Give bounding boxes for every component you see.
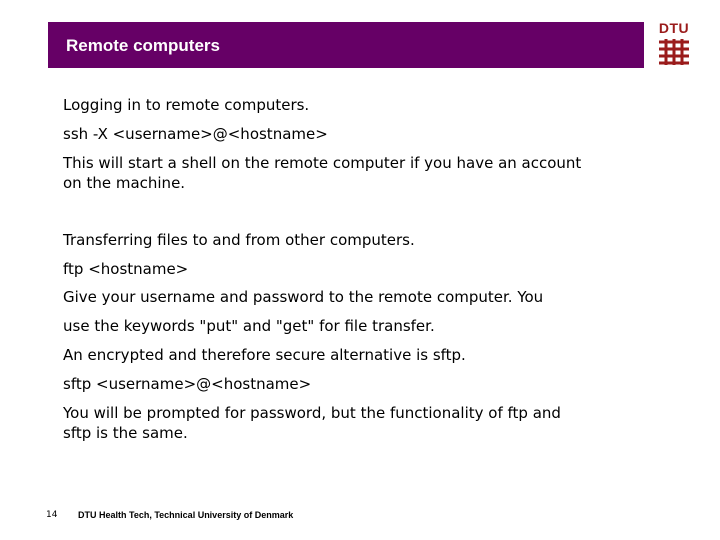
ftp-description-line-1: Give your username and password to the remote computer. You [63, 288, 544, 306]
ftp-command: ftp <hostname> [63, 260, 189, 278]
title-bar [48, 22, 644, 68]
sftp-intro: An encrypted and therefore secure alternative is sftp. [63, 346, 466, 364]
footer-organization: DTU Health Tech, Technical University of Denmark [78, 510, 294, 520]
sftp-description-line-1: You will be prompted for password, but the functionality of ftp and [63, 404, 561, 422]
ssh-description-line-2: on the machine. [63, 174, 186, 192]
ftp-description-line-2: use the keywords "put" and "get" for file transfer. [63, 317, 435, 335]
ssh-command: ssh -X <username>@<hostname> [63, 125, 328, 143]
page-number: 14 [46, 510, 58, 520]
dtu-logo [657, 20, 691, 66]
slide-title: Remote computers [66, 36, 220, 55]
ssh-description-line-1: This will start a shell on the remote computer if you have an account [63, 154, 582, 172]
heading-remote-login: Logging in to remote computers. [63, 96, 310, 114]
heading-file-transfer: Transferring files to and from other computers. [63, 231, 415, 249]
dtu-logo-text: DTU [658, 20, 690, 36]
dtu-logo-mark-icon [657, 38, 691, 66]
sftp-description-line-2: sftp is the same. [63, 424, 188, 442]
sftp-command: sftp <username>@<hostname> [63, 375, 312, 393]
